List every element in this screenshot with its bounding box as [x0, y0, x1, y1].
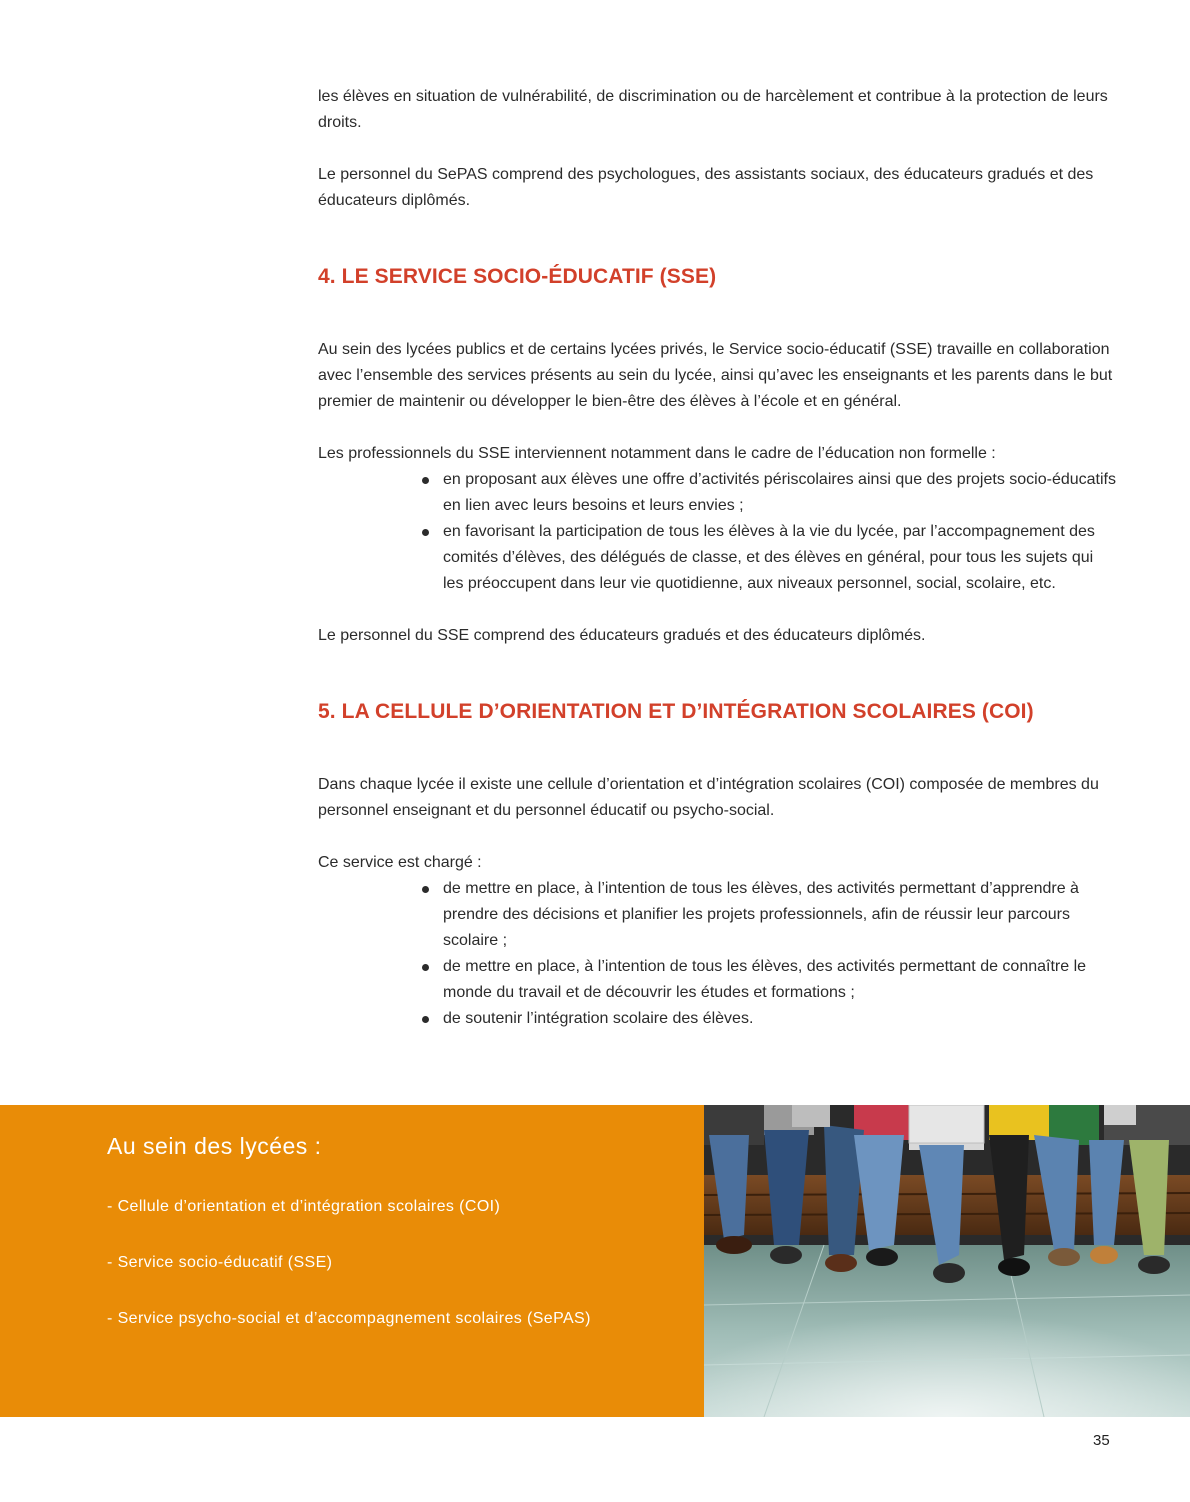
section-4-paragraph-3: Le personnel du SSE comprend des éducateurs gradués et des éducateurs diplômés. [318, 627, 926, 644]
students-photo [704, 1105, 1190, 1417]
students-sitting-image [704, 1105, 1190, 1417]
banner-item-sepas: - Service psycho-social et d’accompagnement scolaires (SePAS) [107, 1310, 591, 1327]
summary-banner [0, 1105, 1190, 1417]
intro-paragraph-2: Le personnel du SePAS comprend des psychologues, des assistants sociaux, des éducateurs gradués et des éducateurs diplômés. [318, 166, 1094, 209]
section-5-bullet-list [318, 876, 1118, 1032]
section-5-paragraph-2: Ce service est chargé : [318, 854, 482, 871]
banner-title: Au sein des lycées : [107, 1133, 322, 1159]
main-content [318, 84, 1118, 1032]
section-4-paragraph-1: Au sein des lycées publics et de certains lycées privés, le Service socio-éducatif (SSE) travaille en collaboration avec l’ensemble des services présents au sein du lycée, ainsi qu’avec les enseignants et les parents dans le but premier de maintenir ou développer le bien-être des élèves à l’école et en général. [318, 341, 1113, 410]
banner-item-sse: - Service socio-éducatif (SSE) [107, 1254, 333, 1271]
section-5-heading: 5. LA CELLULE D’ORIENTATION ET D’INTÉGRATION SCOLAIRES (COI) [318, 700, 1034, 723]
list-item: en proposant aux élèves une offre d’activités périscolaires ainsi que des projets socio-éducatifs en lien avec leurs besoins et leurs envies ; [422, 467, 1118, 519]
section-4-bullet-list [318, 467, 1118, 597]
banner-item-coi: - Cellule d’orientation et d’intégration scolaires (COI) [107, 1198, 501, 1215]
section-4-paragraph-2: Les professionnels du SSE interviennent notamment dans le cadre de l’éducation non formelle : [318, 445, 996, 462]
banner-orange-panel [0, 1105, 704, 1417]
list-item: de mettre en place, à l’intention de tous les élèves, des activités permettant de connaître le monde du travail et de découvrir les études et formations ; [422, 954, 1118, 1006]
list-item: de soutenir l’intégration scolaire des élèves. [422, 1006, 1118, 1032]
page-number: 35 [1093, 1432, 1110, 1449]
section-5-paragraph-1: Dans chaque lycée il existe une cellule d’orientation et d’intégration scolaires (COI) composée de membres du personnel enseignant et du personnel éducatif ou psycho-social. [318, 776, 1099, 819]
list-item: de mettre en place, à l’intention de tous les élèves, des activités permettant d’apprendre à prendre des décisions et planifier les projets professionnels, afin de réussir leur parcours scolaire ; [422, 876, 1118, 954]
section-4-heading: 4. LE SERVICE SOCIO-ÉDUCATIF (SSE) [318, 265, 717, 288]
list-item: en favorisant la participation de tous les élèves à la vie du lycée, par l’accompagnement des comités d’élèves, des délégués de classe, et des élèves en général, pour tous les sujets qui les préoccupent dans leur vie quotidienne, aux niveaux personnel, social, scolaire, etc. [422, 519, 1118, 597]
intro-paragraph-1: les élèves en situation de vulnérabilité, de discrimination ou de harcèlement et contribue à la protection de leurs droits. [318, 88, 1108, 131]
